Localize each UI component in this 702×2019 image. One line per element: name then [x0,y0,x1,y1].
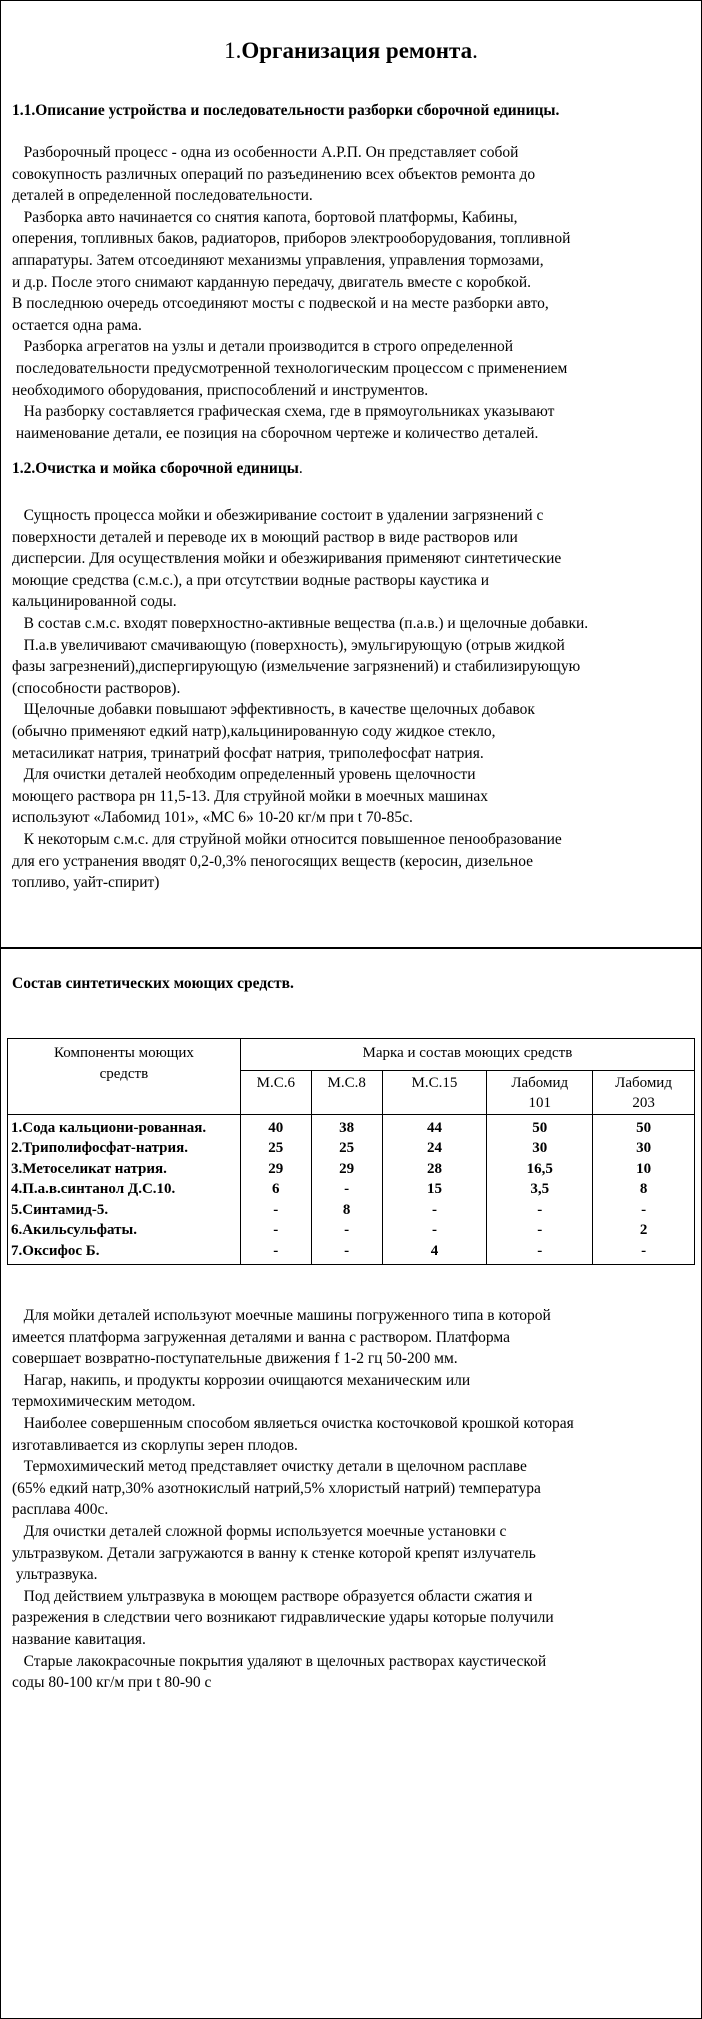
page-title [0,38,702,64]
cell-value: - [311,1220,382,1241]
title-dot: . [472,38,478,63]
composition-table [7,1038,695,1265]
table-header-row [8,1039,695,1071]
cell-value: - [240,1241,311,1265]
cell-value: 6 [240,1179,311,1200]
cell-value: - [240,1200,311,1221]
cell-value: 44 [382,1114,487,1138]
cell-value: - [487,1241,593,1265]
cell-value: 8 [593,1179,695,1200]
table-row [8,1179,695,1200]
table-caption: Состав синтетических моющих средств. [12,975,294,992]
section-2-heading [12,460,303,478]
cell-value: 25 [311,1138,382,1159]
row-name: 4.П.а.в.синтанол Д.С.10. [8,1179,241,1200]
components-header: Компоненты моющих средств [8,1039,241,1115]
cell-value: - [487,1200,593,1221]
row-name: 3.Метоселикат натрия. [8,1159,241,1180]
cell-value: 50 [593,1114,695,1138]
column-header: Лабомид 203 [593,1070,695,1114]
cell-value: 30 [593,1138,695,1159]
row-name: 6.Акильсульфаты. [8,1220,241,1241]
cell-value: 40 [240,1114,311,1138]
row-name: 1.Сода кальциони-рованная. [8,1114,241,1138]
cell-value: - [311,1241,382,1265]
cell-value: 28 [382,1159,487,1180]
cell-value: 30 [487,1138,593,1159]
column-header: М.С.8 [311,1070,382,1114]
cell-value: 2 [593,1220,695,1241]
cell-value: - [382,1200,487,1221]
column-header: М.С.6 [240,1070,311,1114]
cell-value: - [311,1179,382,1200]
cell-value: - [382,1220,487,1241]
cell-value: 4 [382,1241,487,1265]
cell-value: - [593,1241,695,1265]
table-row [8,1241,695,1265]
cell-value: 50 [487,1114,593,1138]
cell-value: 10 [593,1159,695,1180]
section-1-text: Разборочный процесс - одна из особенности А.Р.П. Он представляет собой совокупность различных операций по разъединению всех объектов ремонта до деталей в определенной последовательности. Разборка авто начинается со снятия капота, бортовой платформы, Кабины, оперения, топливных баков, радиаторов, приборов электрооборудования, топливной аппаратуры. Затем отсоединяют механизмы управления, управления тормозами, и д.р. После этого снимают карданную передачу, двигатель вместе с коробкой. В последнюю очередь отсоединяют мосты с подвеской и на месте разборки авто, остается одна рама. Разборка агрегатов на узлы и детали производится в строго определенной последовательности предусмотренной технологическим процессом с применением необходимого оборудования, приспособлений и инструментов. На разборку составляется графическая схема, где в прямоугольниках указывают наименование детали, ее позиция на сборочном чертеже и количество деталей. [12,144,571,442]
section-2-text: Сущность процесса мойки и обезжиривание состоит в удалении загрязнений с поверхности деталей и переводе их в моющий раствор в виде растворов или дисперсии. Для осуществления мойки и обезжиривания применяют синтетические моющие средства (с.м.с.), а при отсутствии водные растворы каустика и кальцинированной соды. В состав с.м.с. входят поверхностно-активные вещества (п.а.в.) и щелочные добавки. П.а.в увеличивают смачивающую (поверхность), эмульгирующую (отрыв жидкой фазы загрезнений),диспергирующую (измельчение загрязнений) и стабилизирующую (способности растворов). Щелочные добавки повышают эффективность, в качестве щелочных добавок (обычно применяют едкий натр),кальцинированную соду жидкое стекло, метасиликат натрия, тринатрий фосфат натрия, триполефосфат натрия. Для очистки деталей необходим определенный уровень щелочности моющего раствора рн 11,5-13. Для струйной мойки в моечных машинах используют «Лабомид 101», «МС 6» 10-20 кг/м при t 70-85с. К некоторым с.м.с. для струйной мойки относится повышенное пенообразование для его устранения вводят 0,2-0,3% пеногосящих веществ (керосин, дизельное топливо, уайт-спирит) [12,507,589,892]
column-header: Лабомид 101 [487,1070,593,1114]
brands-group-header: Марка и состав моющих средств [240,1039,694,1071]
table-row [8,1200,695,1221]
table-row [8,1159,695,1180]
title-text: Организация ремонта [241,38,473,63]
table-row [8,1220,695,1241]
cell-value: 24 [382,1138,487,1159]
cell-value: 16,5 [487,1159,593,1180]
cell-value: - [240,1220,311,1241]
row-name: 2.Триполифосфат-натрия. [8,1138,241,1159]
cell-value: - [487,1220,593,1241]
section-2-heading-text: 1.2.Очистка и мойка сборочной единицы [12,460,299,477]
after-table-text: Для мойки деталей используют моечные машины погруженного типа в которой имеется платформа загруженная деталями и ванна с раствором. Платформа совершает возвратно-поступательные движения f 1-2 гц 50-200 мм. Нагар, накипь, и продукты коррозии очищаются механическим или термохимическим методом. Наиболее совершенным способом являеться очистка косточковой крошкой которая изготавливается из скорлупы зерен плодов. Термохимический метод представляет очистку детали в щелочном расплаве (65% едкий натр,30% азотнокислый натрий,5% хлористый натрий) температура расплава 400с. Для очистки деталей сложной формы используется моечные установки с ультразвуком. Детали загружаются в ванну к стенке которой крепят излучатель ультразвука. Под действием ультразвука в моющем растворе образуется области сжатия и разрежения в следствии чего возникают гидравлические удары которые получили название кавитация. Старые лакокрасочные покрытия удаляют в щелочных растворах каустической соды 80-100 кг/м при t 80-90 с [12,1307,574,1692]
table-row [8,1114,695,1138]
cell-value: 25 [240,1138,311,1159]
table-row [8,1138,695,1159]
cell-value: 29 [240,1159,311,1180]
cell-value: 15 [382,1179,487,1200]
row-name: 7.Оксифос Б. [8,1241,241,1265]
title-number: 1. [224,38,242,63]
cell-value: 29 [311,1159,382,1180]
cell-value: 3,5 [487,1179,593,1200]
cell-value: 8 [311,1200,382,1221]
column-header: М.С.15 [382,1070,487,1114]
section-2-heading-dot: . [298,460,303,477]
cell-value: 38 [311,1114,382,1138]
cell-value: - [593,1200,695,1221]
row-name: 5.Синтамид-5. [8,1200,241,1221]
section-1-heading: 1.1.Описание устройства и последовательности разборки сборочной единицы. [12,102,560,119]
